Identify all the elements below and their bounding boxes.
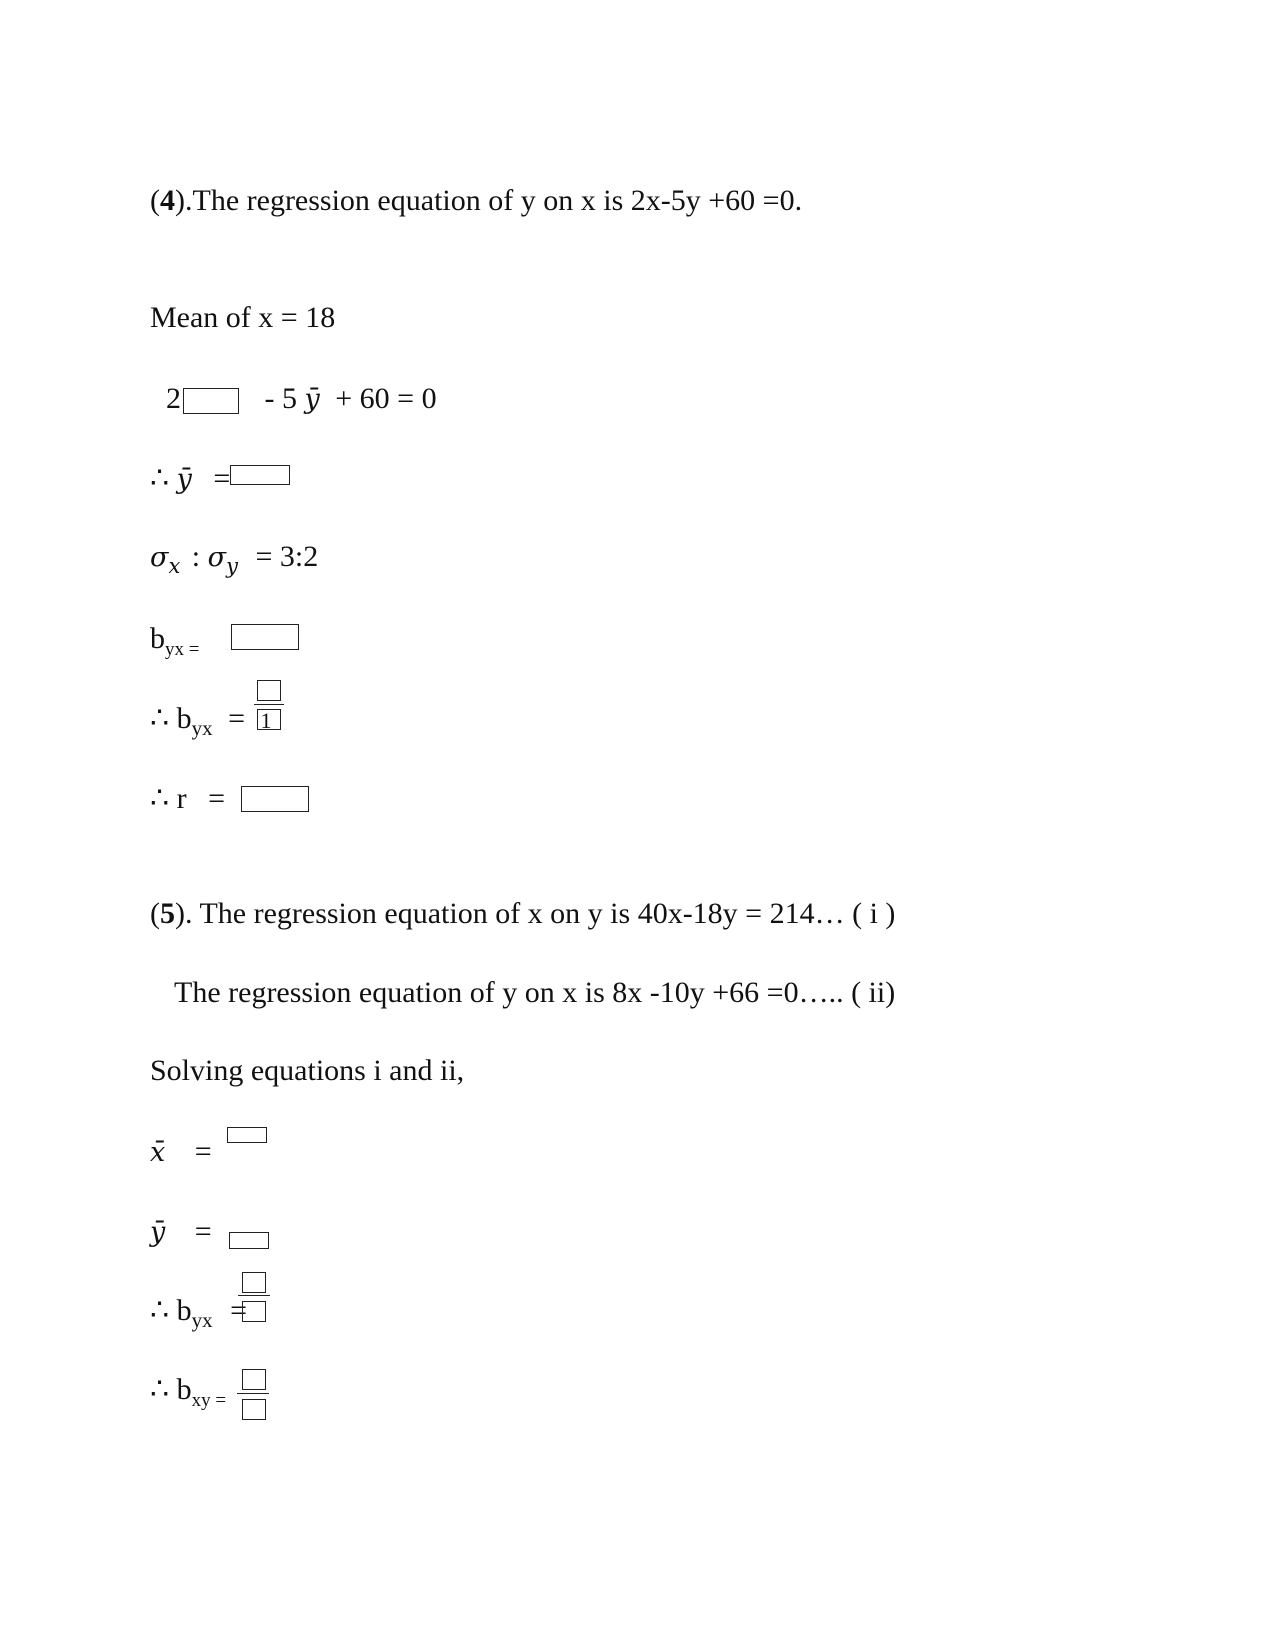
r-answer-box[interactable] (241, 786, 309, 812)
bxy-result (150, 1372, 226, 1412)
question-5-statement-1: (5). The regression equation of x on y is 40x-18y = 214… ( i ) (150, 897, 896, 930)
mean-equation (166, 381, 437, 418)
byx-result (150, 701, 272, 739)
ratio-value: = 3:2 (255, 540, 319, 573)
b-symbol: b (176, 1294, 192, 1327)
therefore-symbol: ∴ (150, 1294, 170, 1327)
equals-sign: = (230, 1294, 248, 1327)
therefore-symbol: ∴ (150, 702, 170, 735)
byx-subscript: yx (191, 1308, 213, 1332)
mean-of-x: Mean of x = 18 (150, 301, 336, 334)
byx-result-2 (150, 1293, 247, 1331)
question-5-number: 5 (160, 897, 175, 930)
x-bar-result (150, 1134, 212, 1171)
equals-sign: = (228, 702, 246, 735)
question-4-text: .The regression equation of y on x is 2x-5y +60 =0. (185, 184, 803, 217)
denominator-box[interactable] (242, 1399, 266, 1420)
y-bar-answer-box[interactable] (230, 465, 290, 485)
question-5-statement-2: The regression equation of y on x is 8x -10y +66 =0….. ( ii) (174, 976, 896, 1009)
y-bar-symbol: ȳ (150, 1217, 166, 1248)
x-mean-answer-box[interactable] (183, 388, 239, 414)
question-4-statement: (4).The regression equation of y on x is 2x-5y +60 =0. (150, 184, 803, 217)
numerator-box[interactable] (242, 1369, 266, 1390)
y-bar-answer-box-2[interactable] (229, 1232, 269, 1249)
r-result (150, 781, 309, 817)
equation-part-a: - 5 (264, 382, 297, 415)
b-symbol: b (176, 702, 192, 735)
sigma-ratio (150, 539, 318, 577)
equation-coefficient: 2 (166, 382, 181, 415)
y-bar-symbol: ȳ (176, 464, 192, 495)
fraction-prefix: 1 (260, 708, 272, 733)
equals-sign: = (213, 462, 231, 495)
fraction-bar (238, 1295, 270, 1296)
equals-sign: = (194, 1135, 212, 1168)
byx-formula-box[interactable] (231, 624, 299, 650)
numerator-box[interactable] (257, 680, 281, 701)
equals-sign: = (194, 1215, 212, 1248)
x-bar-answer-box[interactable] (227, 1127, 267, 1143)
byx-subscript: yx (191, 716, 213, 740)
sigma-x-symbol: σ (150, 542, 169, 573)
therefore-symbol: ∴ (150, 462, 170, 495)
fraction-bar (254, 704, 284, 705)
ratio-colon: : (191, 540, 201, 573)
y-bar-symbol: ȳ (304, 384, 320, 415)
fraction-bar (237, 1393, 269, 1394)
denominator-box[interactable] (257, 709, 281, 730)
byx-subscript: yx = (165, 639, 200, 660)
b-symbol: b (176, 1373, 192, 1406)
therefore-symbol: ∴ (150, 782, 170, 815)
equation-part-b: + 60 = 0 (335, 382, 437, 415)
sigma-x-subscript: x (168, 554, 181, 578)
question-4-number: 4 (160, 184, 175, 217)
therefore-symbol: ∴ (150, 1373, 170, 1406)
r-symbol: r (176, 782, 187, 815)
equals-sign: = (208, 782, 226, 815)
denominator-box[interactable] (242, 1301, 266, 1322)
byx-formula (150, 621, 299, 661)
question-5-text-1: . The regression equation of x on y is 40x-18y = 214… ( i ) (185, 897, 896, 930)
y-bar-result (150, 461, 290, 498)
x-bar-symbol: x̄ (150, 1137, 166, 1168)
sigma-y-subscript: y (226, 554, 238, 578)
bxy-subscript: xy = (191, 1390, 227, 1411)
sigma-y-symbol: σ (207, 542, 227, 573)
numerator-box[interactable] (242, 1272, 266, 1293)
solving-statement: Solving equations i and ii, (150, 1054, 465, 1087)
y-bar-result-2 (150, 1214, 212, 1251)
b-symbol: b (150, 622, 165, 655)
